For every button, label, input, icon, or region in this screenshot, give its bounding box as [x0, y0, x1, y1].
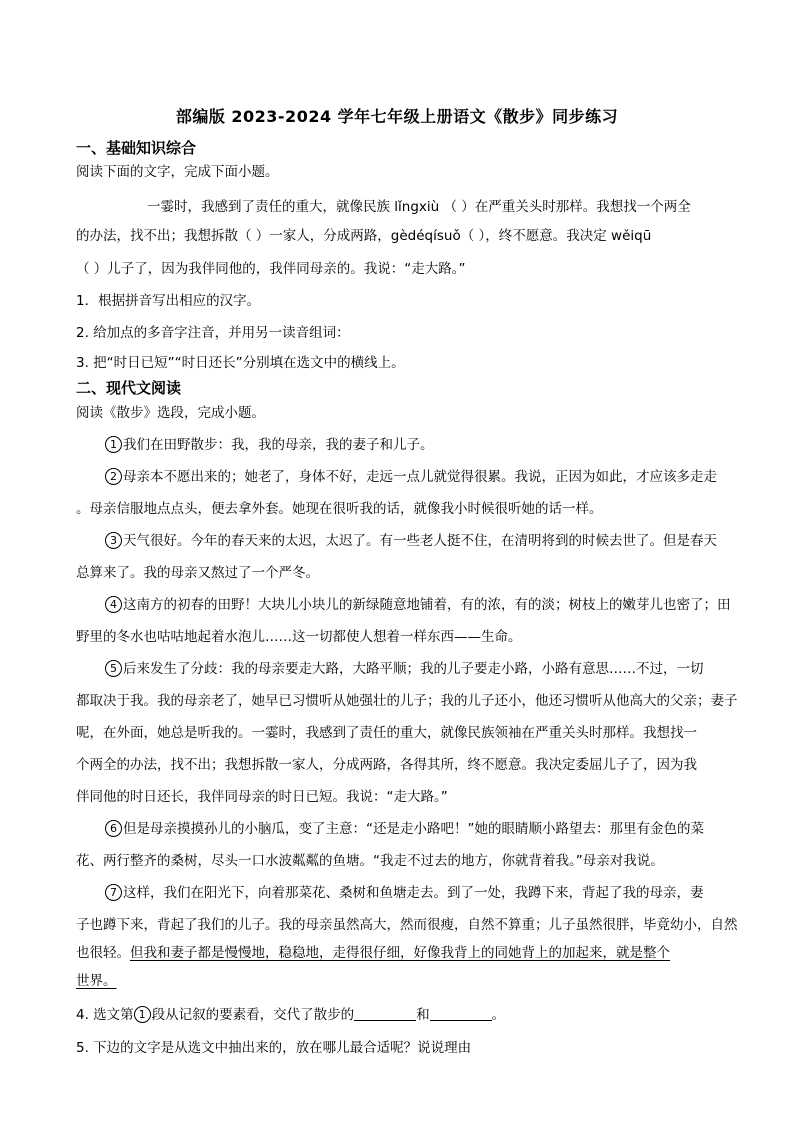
paragraph-3-line-1: 3 天气很好。今年的春天来的太迟，太迟了。有一些老人挺不住，在清明将到的时候去世了。但是春天: [105, 531, 756, 551]
paragraph-1-line-1: 1 我们在田野散步：我，我的母亲，我的妻子和儿子。: [105, 435, 756, 455]
question-4: 4. 选文第 1 段从记叙的要素看，交代了散步的 和 。: [76, 1007, 506, 1023]
paragraph-2-line-1: 2 母亲本不愿出来的；她老了，身体不好，走远一点儿就觉得很累。我说，正因为如此，才应该多走走: [105, 467, 756, 487]
paragraph-4-line-2: 野里的冬水也咕咕地起着水泡儿……这一切都使人想着一样东西——生命。: [76, 629, 522, 645]
paragraph-5-line-1: 5 后来发生了分歧：我的母亲要走大路，大路平顺；我的儿子要走小路，小路有意思……不过，一切: [105, 659, 756, 679]
paragraph-5-line-3: 呢，在外面，她总是听我的。一霎时，我感到了责任的重大，就像民族领袖在严重关头时那样。我想找一: [76, 725, 697, 741]
paragraph-number-5: 5: [105, 660, 122, 677]
section2-intro: 阅读《散步》选段，完成小题。: [76, 405, 265, 421]
paragraph-5-line-4: 个两全的办法，找不出；我想拆散一家人，分成两路，各得其所，终不愿意。我决定委屈儿子了，因为我: [76, 757, 697, 773]
paragraph-number-1: 1: [105, 436, 122, 453]
passage-line-2: 的办法，找不出；我想拆散（ ）一家人，分成两路，gèdéqísuǒ（ ），终不愿意。我决定 wěiqū: [76, 228, 652, 244]
section1-intro: 阅读下面的文字，完成下面小题。: [76, 164, 279, 180]
paragraph-2-line-2: 。母亲信服地点点头，便去拿外套。她现在很听我的话，就像我小时候很听她的话一样。: [76, 501, 603, 517]
paragraph-7-line-3: [76, 943, 756, 963]
paragraph-7-line-2: 子也蹲下来，背起了我们的儿子。我的母亲虽然高大，然而很瘦，自然不算重；儿子虽然很胖，毕竟幼小，自然: [76, 917, 738, 933]
question-1: 1．根据拼音写出相应的汉字。: [76, 293, 261, 309]
paragraph-5-line-2: 都取决于我。我的母亲老了，她早已习惯听从她强壮的儿子；我的儿子还小，他还习惯听从他高大的父亲；妻子: [76, 693, 738, 709]
paragraph-7-line-1: 7 这样，我们在阳光下，向着那菜花、桑树和鱼塘走去。到了一处，我蹲下来，背起了我的母亲，妻: [105, 883, 756, 903]
paragraph-6-line-2: 花、两行整齐的桑树，尽头一口水波粼粼的鱼塘。“我走不过去的地方，你就背着我。”母亲对我说。: [76, 853, 664, 869]
paragraph-number-4: 4: [105, 596, 122, 613]
question-3: 3. 把“时日已短”“时日还长”分别填在选文中的横线上。: [76, 355, 405, 371]
answer-blank-1[interactable]: [354, 1006, 416, 1021]
question-4-paragraph-number: 1: [134, 1006, 151, 1023]
paragraph-3-line-2: 总算来了。我的母亲又熬过了一个严冬。: [76, 565, 319, 581]
underlined-sentence-end: 世界。: [76, 973, 117, 989]
paragraph-number-6: 6: [105, 820, 122, 837]
answer-blank-2[interactable]: [430, 1006, 492, 1021]
underlined-sentence: 但我和妻子都是慢慢地，稳稳地，走得很仔细，好像我背上的同她背上的加起来，就是整个: [130, 945, 670, 961]
question-5: 5. 下边的文字是从选文中抽出来的，放在哪儿最合适呢？说说理由: [76, 1040, 472, 1056]
page-title: 部编版 2023-2024 学年七年级上册语文《散步》同步练习: [175, 107, 619, 126]
paragraph-7-plain: 也很轻。: [76, 945, 130, 961]
paragraph-7-line-4: [76, 971, 756, 991]
paragraph-number-2: 2: [105, 468, 122, 485]
paragraph-number-7: 7: [105, 884, 122, 901]
paragraph-5-line-5: 伴同他的时日还长，我伴同母亲的时日已短。我说：“走大路。”: [76, 789, 448, 805]
section1-heading: 一、基础知识综合: [76, 139, 197, 157]
question-2: 2. 给加点的多音字注音，并用另一读音组词：: [76, 325, 350, 341]
passage-line-1: 一霎时，我感到了责任的重大，就像民族 lǐngxiù （ ）在严重关头时那样。我想找一个两全: [147, 199, 691, 215]
section2-heading: 二、现代文阅读: [76, 379, 182, 397]
paragraph-6-line-1: 6 但是母亲摸摸孙儿的小脑瓜，变了主意：“还是走小路吧！”她的眼睛顺小路望去：那里有金色的菜: [105, 819, 756, 839]
passage-line-3: （ ）儿子了，因为我伴同他的，我伴同母亲的。我说：“走大路。”: [76, 261, 466, 277]
paragraph-4-line-1: 4 这南方的初春的田野！大块儿小块儿的新绿随意地铺着，有的浓，有的淡；树枝上的嫩芽儿也密了；田: [105, 595, 756, 615]
paragraph-number-3: 3: [105, 532, 122, 549]
